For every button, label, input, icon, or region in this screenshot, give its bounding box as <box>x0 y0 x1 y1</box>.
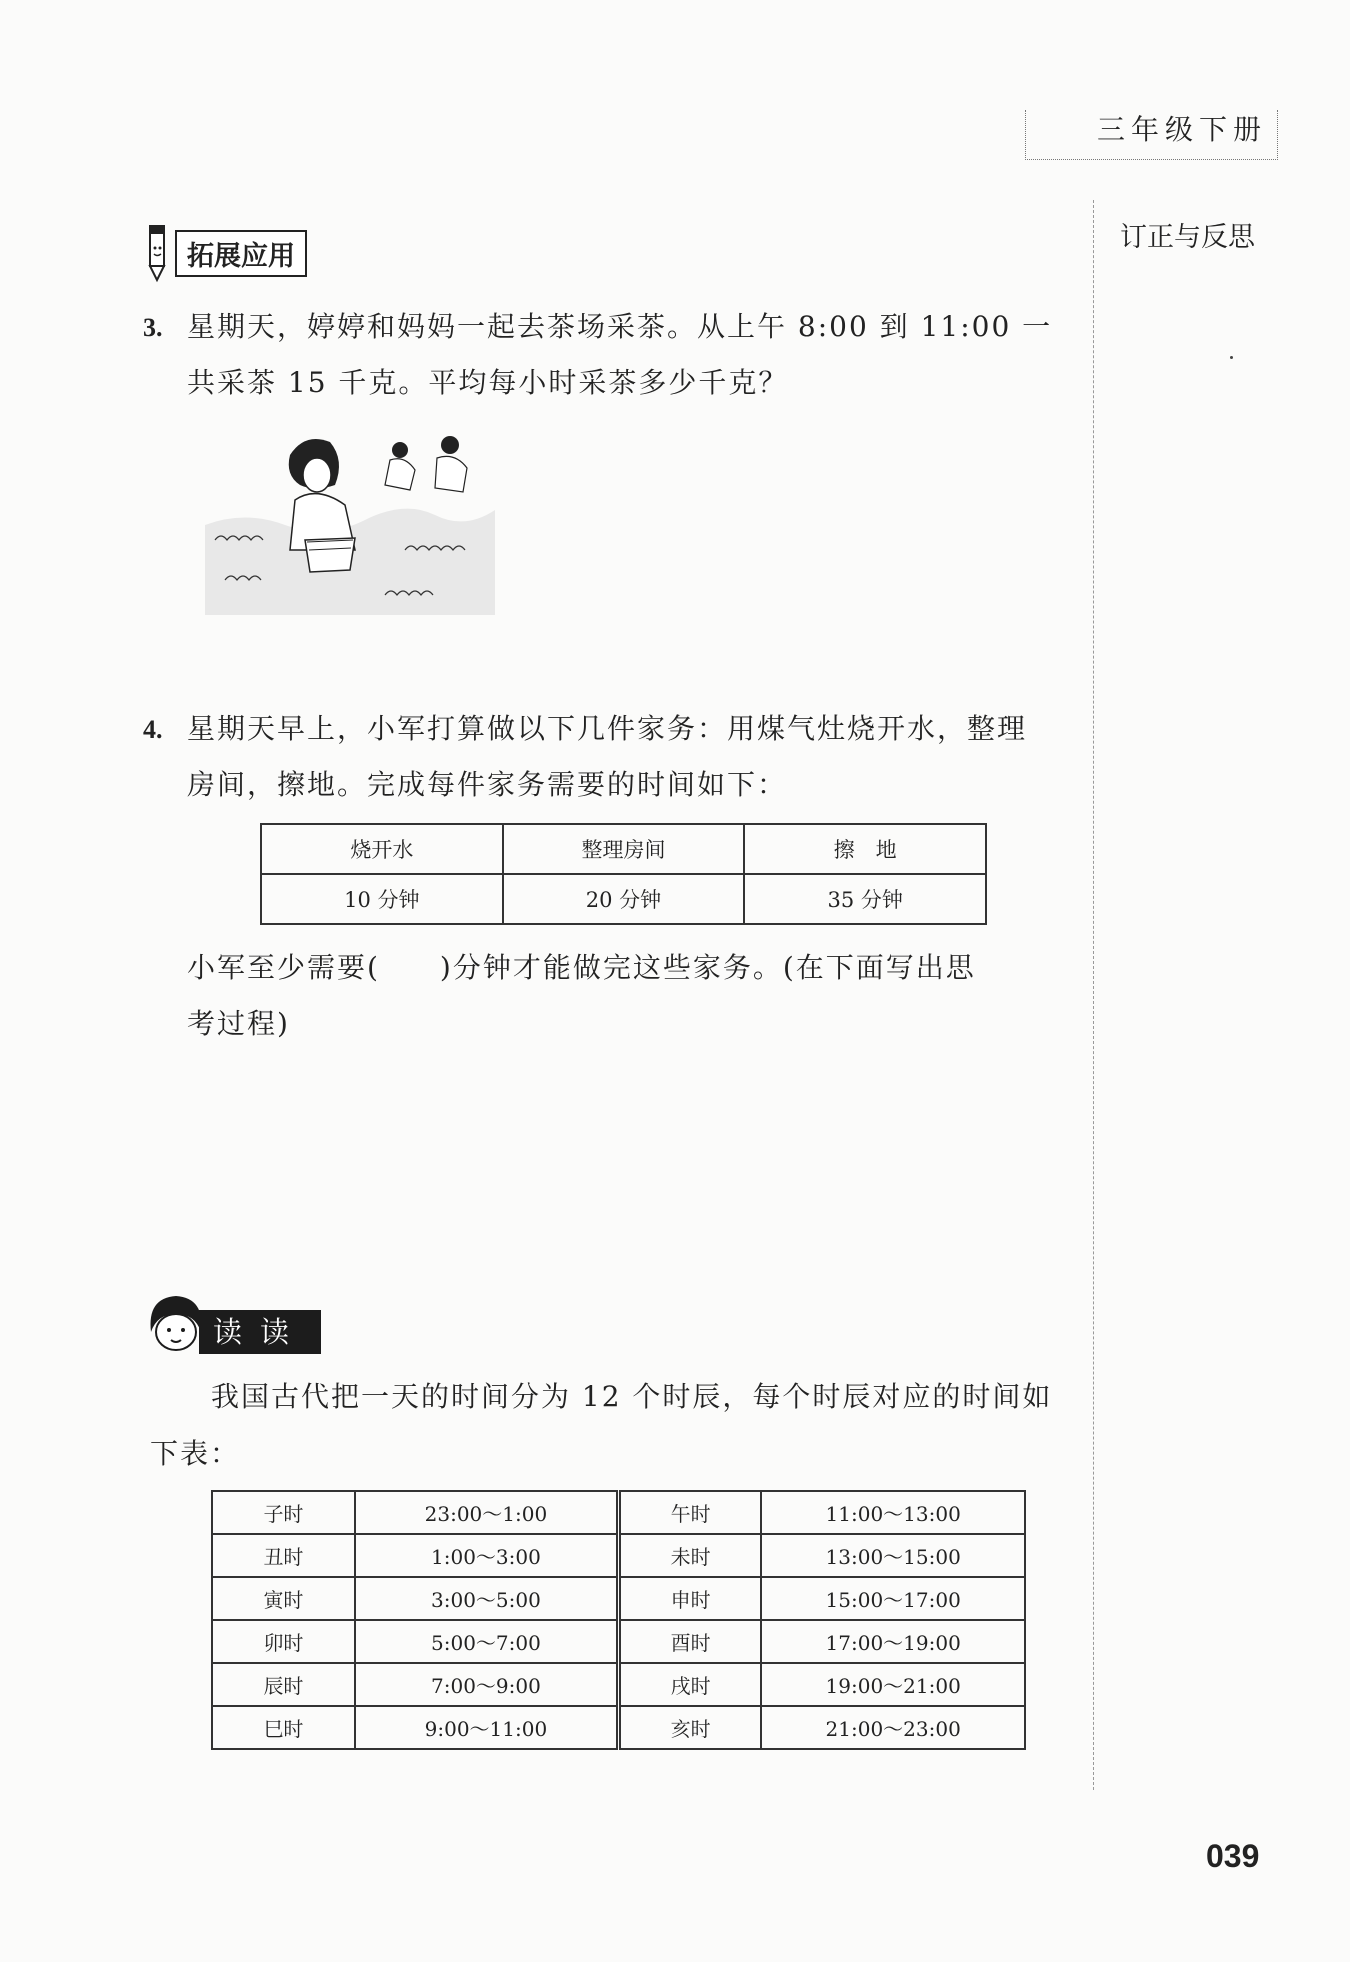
tea-picking-illustration <box>205 430 495 615</box>
header-cell: 擦 地 <box>744 824 986 874</box>
table-cell: 辰时 <box>212 1663 355 1706</box>
table-cell: 亥时 <box>618 1706 761 1749</box>
table-row <box>212 1534 1025 1577</box>
question-4-number: 4. <box>143 715 163 744</box>
table-row <box>212 1706 1025 1749</box>
header-cell: 整理房间 <box>503 824 745 874</box>
reading-title: 读读 <box>199 1310 321 1354</box>
table-cell: 35 分钟 <box>744 874 986 924</box>
table-cell: 酉时 <box>618 1620 761 1663</box>
table-cell: 未时 <box>618 1534 761 1577</box>
section-header-extension <box>145 225 307 281</box>
table-cell: 3:00～5:00 <box>355 1577 619 1620</box>
page-number: 039 <box>1206 1838 1260 1874</box>
table-row <box>212 1663 1025 1706</box>
question-4-line-2: 房间，擦地。完成每件家务需要的时间如下： <box>187 768 788 801</box>
table-cell: 7:00～9:00 <box>355 1663 619 1706</box>
table-cell: 5:00～7:00 <box>355 1620 619 1663</box>
side-mark <box>1230 356 1233 359</box>
question-4-ask-line-1: 小军至少需要( )分钟才能做完这些家务。(在下面写出思 <box>187 951 976 984</box>
side-title: 订正与反思 <box>1120 222 1255 253</box>
table-cell: 卯时 <box>212 1620 355 1663</box>
table-cell: 17:00～19:00 <box>761 1620 1025 1663</box>
question-3-line-2: 共采茶 15 千克。平均每小时采茶多少千克？ <box>187 366 789 399</box>
table-cell: 19:00～21:00 <box>761 1663 1025 1706</box>
grade-label: 三年级下册 <box>1093 108 1271 148</box>
table-cell: 13:00～15:00 <box>761 1534 1025 1577</box>
table-row <box>212 1577 1025 1620</box>
hours-table <box>211 1490 1026 1750</box>
question-4-line-1: 星期天早上，小军打算做以下几件家务：用煤气灶烧开水，整理 <box>187 712 1028 745</box>
table-cell: 9:00～11:00 <box>355 1706 619 1749</box>
table-row <box>212 1491 1025 1534</box>
table-row <box>261 874 986 924</box>
table-cell: 20 分钟 <box>503 874 745 924</box>
table-cell: 巳时 <box>212 1706 355 1749</box>
table-cell: 戌时 <box>618 1663 761 1706</box>
question-4-ask-line-2: 考过程) <box>187 1007 290 1040</box>
section-header-reading <box>145 1292 321 1354</box>
reading-paragraph-line-2: 下表： <box>150 1437 241 1470</box>
question-3-line-1: 星期天，婷婷和妈妈一起去茶场采茶。从上午 8:00 到 11:00 一 <box>187 310 1053 343</box>
table-cell: 午时 <box>618 1491 761 1534</box>
table-cell: 申时 <box>618 1577 761 1620</box>
table-header-row <box>261 824 986 874</box>
table-row <box>212 1620 1025 1663</box>
table-cell: 寅时 <box>212 1577 355 1620</box>
table-cell: 15:00～17:00 <box>761 1577 1025 1620</box>
table-cell: 23:00～1:00 <box>355 1491 619 1534</box>
chores-table <box>260 823 987 925</box>
table-cell: 10 分钟 <box>261 874 503 924</box>
table-cell: 11:00～13:00 <box>761 1491 1025 1534</box>
question-3-number: 3. <box>143 313 163 342</box>
header-cell: 烧开水 <box>261 824 503 874</box>
side-divider <box>1093 200 1094 1790</box>
table-cell: 21:00～23:00 <box>761 1706 1025 1749</box>
reading-paragraph-line-1: 我国古代把一天的时间分为 12 个时辰，每个时辰对应的时间如 <box>211 1380 1053 1413</box>
pencil-icon <box>145 222 171 284</box>
table-cell: 丑时 <box>212 1534 355 1577</box>
section-title: 拓展应用 <box>175 230 307 277</box>
table-cell: 1:00～3:00 <box>355 1534 619 1577</box>
girl-icon <box>145 1292 207 1354</box>
table-cell: 子时 <box>212 1491 355 1534</box>
